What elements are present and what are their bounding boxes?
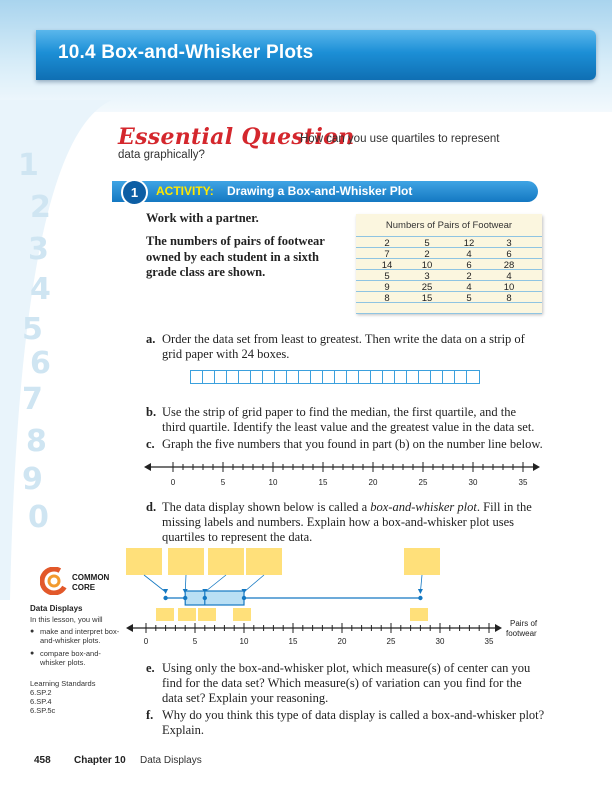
standard-1: 6.SP.2 (30, 688, 52, 697)
grid-cell[interactable] (275, 371, 287, 383)
table-cell: 2 (424, 249, 430, 260)
side-digits-decoration (0, 0, 60, 560)
notebook-line (356, 313, 542, 314)
arrow-left-icon (126, 624, 133, 632)
tick-label: 15 (318, 478, 328, 487)
question-e-line1: Using only the box-and-whisker plot, which measure(s) of center can you (162, 661, 531, 675)
grid-cell[interactable] (239, 371, 251, 383)
axis-label: footwear (506, 629, 537, 638)
work-with-partner: Work with a partner. (146, 211, 259, 225)
table-cell: 9 (384, 282, 390, 293)
label-box (246, 548, 282, 575)
pointer-line (144, 575, 166, 592)
grid-cell[interactable] (215, 371, 227, 383)
arrow-down-icon (163, 589, 168, 594)
tick-label: 10 (268, 478, 278, 487)
chapter-title: Data Displays (140, 755, 202, 766)
side-digit: 2 (30, 190, 51, 225)
question-e-line2: find for the data set? Which measure(s) of variation can you find for the (162, 676, 522, 690)
question-f-line2: Explain. (162, 723, 205, 737)
table-cell: 5 (424, 238, 430, 249)
plot-point (183, 596, 187, 600)
box (185, 591, 244, 605)
bullet-dot-icon: ● (30, 628, 35, 635)
grid-cell[interactable] (467, 371, 479, 383)
grid-cell[interactable] (455, 371, 467, 383)
activity-number: 1 (121, 179, 148, 206)
table-cell: 3 (506, 238, 512, 249)
plot-point (242, 596, 246, 600)
table-cell: 7 (384, 249, 390, 260)
side-digit: 6 (30, 346, 51, 381)
grid-cell[interactable] (347, 371, 359, 383)
arrow-left-icon (144, 463, 151, 471)
table-cell: 5 (466, 293, 472, 304)
table-cell: 10 (503, 282, 515, 293)
label-box (168, 548, 204, 575)
table-cell: 8 (384, 293, 390, 304)
tick-label: 35 (484, 637, 494, 646)
grid-cell[interactable] (407, 371, 419, 383)
standards-title: Learning Standards (30, 679, 96, 688)
sidebar-intro: In this lesson, you will (30, 615, 103, 624)
question-d-label: d. (146, 500, 157, 514)
question-e-line3: data set? Explain your reasoning. (162, 691, 329, 705)
grid-cell[interactable] (191, 371, 203, 383)
tick-label: 35 (518, 478, 528, 487)
grid-cell[interactable] (287, 371, 299, 383)
table-cell: 28 (503, 260, 515, 271)
question-c-line1: Graph the five numbers that you found in part (b) on the number line below. (162, 437, 543, 451)
tick-label: 5 (192, 637, 198, 646)
table-cell: 3 (424, 271, 430, 282)
essential-question-text: How can you use quartiles to represent (300, 133, 500, 145)
number-box (410, 608, 428, 621)
plot-point (203, 596, 207, 600)
common-core-label: COMMON CORE (72, 573, 110, 592)
label-box (208, 548, 244, 575)
grid-cell[interactable] (323, 371, 335, 383)
side-digit: 4 (30, 272, 51, 307)
arrow-right-icon (533, 463, 540, 471)
grid-strip[interactable] (190, 370, 480, 384)
tick-label: 0 (170, 478, 176, 487)
pointer-line (205, 575, 226, 592)
tick-label: 5 (220, 478, 226, 487)
grid-cell[interactable] (419, 371, 431, 383)
grid-cell[interactable] (335, 371, 347, 383)
pointer-line (244, 575, 264, 592)
grid-cell[interactable] (431, 371, 443, 383)
label-box (126, 548, 162, 575)
sidebar-topic: Data Displays (30, 604, 83, 613)
tick-label: 0 (143, 637, 149, 646)
table-cell: 2 (384, 238, 390, 249)
tick-label: 30 (468, 478, 478, 487)
label-box (404, 548, 440, 575)
plot-point (163, 596, 167, 600)
tick-label: 25 (418, 478, 428, 487)
grid-cell[interactable] (263, 371, 275, 383)
essential-question-label: Essential Question (118, 124, 355, 150)
notebook-line (356, 236, 542, 237)
common-core-logo-icon (40, 567, 68, 595)
question-d-line2: missing labels and numbers. Explain how a box-and-whisker plot uses (162, 515, 515, 529)
grid-cell[interactable] (371, 371, 383, 383)
page-number: 458 (34, 755, 51, 766)
table-cell: 4 (466, 282, 472, 293)
table-cell: 6 (466, 260, 472, 271)
table-cell: 5 (384, 271, 390, 282)
tick-label: 10 (239, 637, 249, 646)
number-box (233, 608, 251, 621)
question-f-label: f. (146, 708, 154, 722)
question-b-line2: third quartile. Identify the least value and the greatest value in the data set. (162, 420, 535, 434)
tick-label: 20 (368, 478, 378, 487)
grid-cell[interactable] (383, 371, 395, 383)
table-cell: 4 (466, 249, 472, 260)
question-f-line1: Why do you think this type of data display is called a box-and-whisker plot? (162, 708, 545, 722)
arrow-right-icon (495, 624, 502, 632)
table-row (356, 260, 542, 271)
question-b-label: b. (146, 405, 157, 419)
chapter-label: Chapter 10 (74, 755, 126, 766)
essential-question-text-2: data graphically? (118, 149, 205, 161)
tick-label: 15 (288, 637, 298, 646)
side-digit: 3 (28, 232, 49, 267)
question-c-label: c. (146, 437, 155, 451)
table-cell: 4 (506, 271, 512, 282)
tick-label: 20 (337, 637, 347, 646)
table-row (356, 282, 542, 293)
grid-cell[interactable] (299, 371, 311, 383)
question-a-line2: grid paper with 24 boxes. (162, 347, 290, 361)
table-row (356, 238, 542, 249)
side-digit: 8 (26, 424, 47, 459)
bullet-dot-icon: ● (30, 650, 35, 657)
table-title: Numbers of Pairs of Footwear (385, 220, 513, 231)
side-digit: 1 (18, 148, 39, 183)
grid-cell[interactable] (203, 371, 215, 383)
table-cell: 12 (463, 238, 475, 249)
table-row (356, 271, 542, 282)
box-and-whisker-plot (126, 546, 546, 650)
table-cell: 25 (421, 282, 433, 293)
question-a-line1: Order the data set from least to greatest. Then write the data on a strip of (162, 332, 525, 346)
number-box (198, 608, 216, 621)
table-cell: 8 (506, 293, 512, 304)
table-cell: 14 (381, 260, 393, 271)
side-digit: 7 (22, 382, 43, 417)
standard-2: 6.SP.4 (30, 697, 52, 706)
activity-label: ACTIVITY: (156, 184, 214, 198)
table-row (356, 293, 542, 304)
number-box (178, 608, 196, 621)
arrow-down-icon (418, 589, 423, 594)
plot-point (418, 596, 422, 600)
table-cell: 2 (466, 271, 472, 282)
grid-cell[interactable] (251, 371, 263, 383)
number-line-c[interactable] (140, 455, 540, 491)
table-row (356, 249, 542, 260)
question-a-label: a. (146, 332, 156, 346)
footwear-description: The numbers of pairs of footwear owned by each student in a sixth grade class are shown. (146, 234, 325, 279)
table-cell: 6 (506, 249, 512, 260)
table-cell: 10 (421, 260, 433, 271)
grid-cell[interactable] (227, 371, 239, 383)
question-b-line1: Use the strip of grid paper to find the median, the first quartile, and the (162, 405, 517, 419)
tick-label: 25 (386, 637, 396, 646)
grid-cell[interactable] (443, 371, 455, 383)
side-digit: 0 (28, 500, 49, 535)
side-digit: 9 (22, 462, 43, 497)
section-title: 10.4 Box-and-Whisker Plots (58, 42, 314, 63)
standard-3: 6.SP.5c (30, 706, 56, 715)
table-cell: 15 (421, 293, 433, 304)
question-d-line3: quartiles to represent the data. (162, 530, 313, 544)
grid-cell[interactable] (359, 371, 371, 383)
tick-label: 30 (435, 637, 445, 646)
grid-cell[interactable] (395, 371, 407, 383)
sidebar-bullet-1: ● make and interpret box-and-whisker plots. (30, 627, 120, 645)
question-d-line1: The data display shown below is called a box-and-whisker plot. Fill in the (162, 500, 532, 514)
side-digit: 5 (22, 312, 43, 347)
question-e-label: e. (146, 661, 155, 675)
number-box (156, 608, 174, 621)
activity-title: Drawing a Box-and-Whisker Plot (227, 184, 413, 198)
grid-cell[interactable] (311, 371, 323, 383)
sidebar-bullet-2: ● compare box-and-whisker plots. (30, 649, 101, 667)
footwear-table (356, 214, 542, 313)
axis-label: Pairs of (510, 619, 538, 628)
